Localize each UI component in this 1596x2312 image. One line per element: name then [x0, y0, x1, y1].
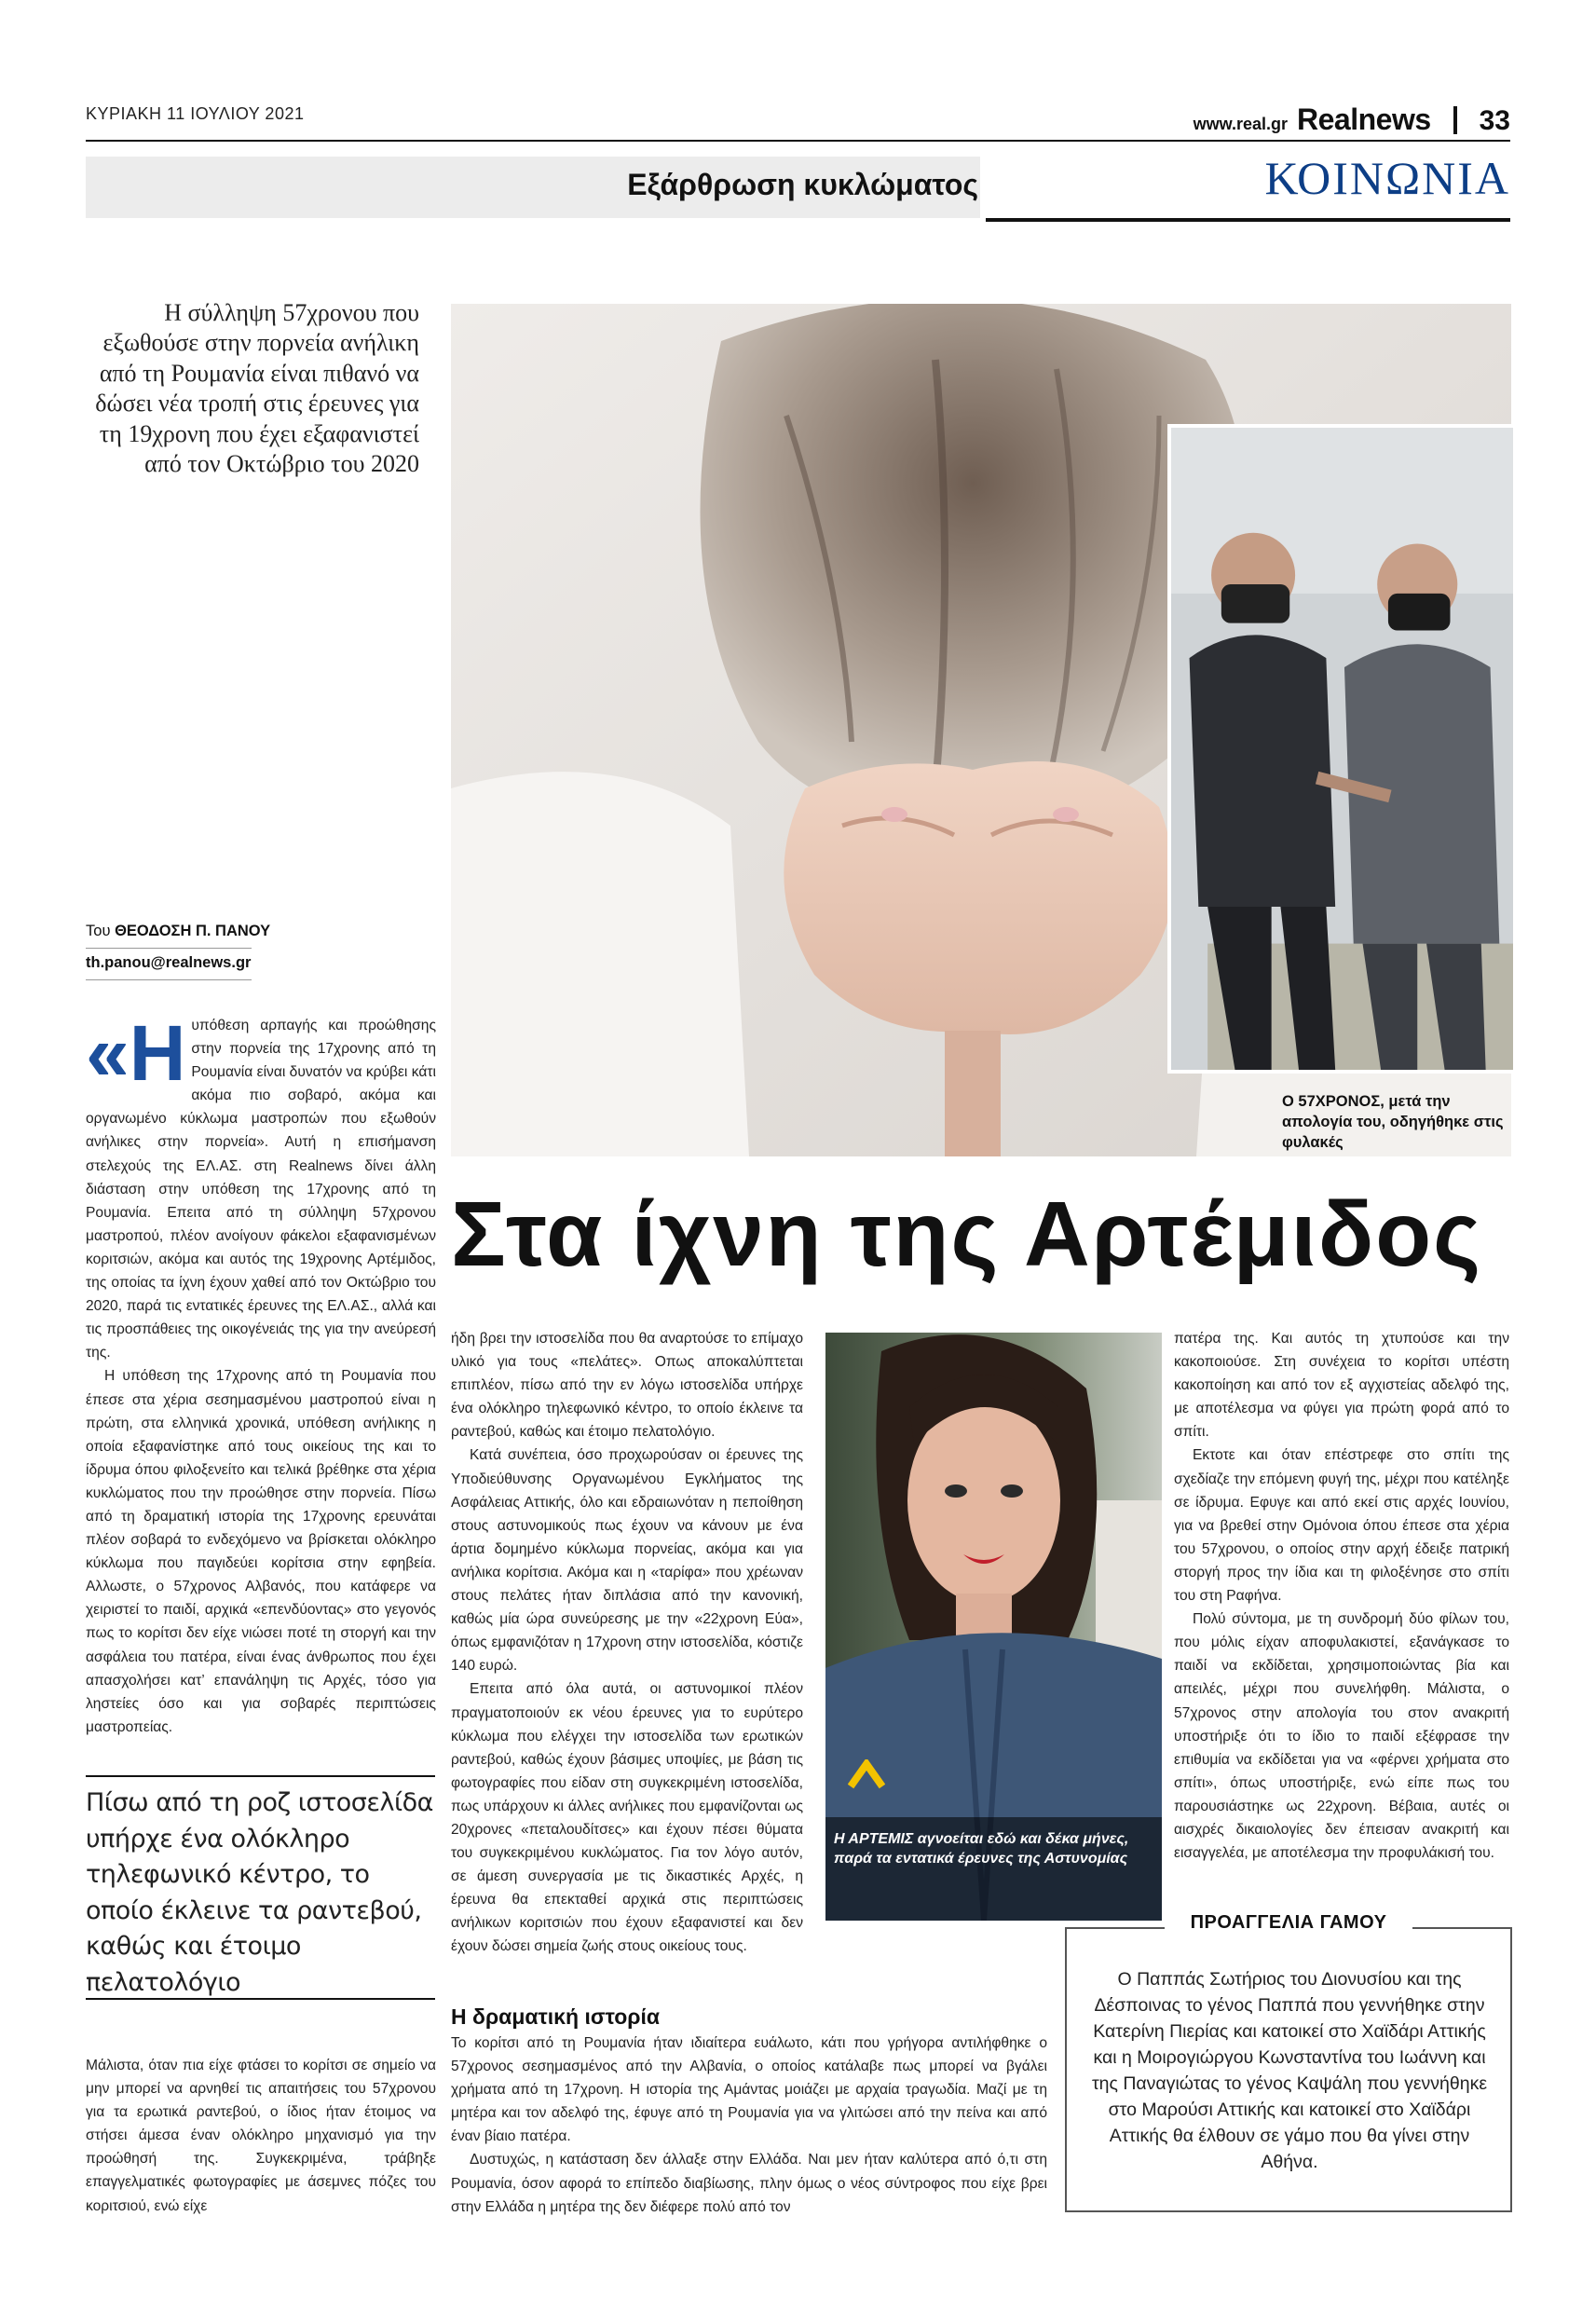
paragraph: Εκτοτε και όταν επέστρεφε στο σπίτι της σχεδίαζε την επόμενη φυγή της, μέχρι που κατέληξε σε ίδρυμα. Εφυγε και από εκεί στις αρχές Ιουνίου, για να βρεθεί στην Ομόνοια όπου έπεσε στα χέρια του 57χρονου, ο οποίος στην αρχή έδειξε πατρική στοργή προς την ίδια και τη φιλοξένησε στο σπίτι του στη Ραφήνα.	[1174, 1447, 1509, 1605]
pull-quote: Πίσω από τη ροζ ιστοσελίδα υπήρχε ένα ολόκληρο τηλεφωνικό κέντρο, το οποίο έκλεινε τα ραντεβού, καθώς και έτοιμο πελατολόγιο	[86, 1788, 433, 1997]
lead-paragraph: Η σύλληψη 57χρονου που εξωθούσε στην πορνεία ανήλικη από τη Ρουμανία είναι πιθανό να δώσει νέα τροπή στις έρευνες για τη 19χρονη που έχει εξαφανιστεί από τον Οκτώβριο του 2020	[95, 299, 419, 478]
pull-quote-rule	[86, 1998, 435, 2000]
arrest-photo	[1167, 424, 1517, 1074]
subheading: Η δραματική ιστορία	[451, 2004, 661, 2029]
headline: Στα ίχνη της Αρτέμιδος	[451, 1183, 1483, 1285]
inset-caption: Ο 57ΧΡΟΝΟΣ, μετά την απολογία του, οδηγήθηκε στις φυλακές	[1282, 1093, 1504, 1151]
author-email[interactable]: th.panou@realnews.gr	[86, 954, 252, 971]
paragraph: Μάλιστα, όταν πια είχε φτάσει το κορίτσι σε σημείο να μην μπορεί να αρνηθεί τις απαιτήσεις του 57χρονου για τα ερωτικά ραντεβού, ο ίδιος ήταν έτοιμος να στήσει άμεσα έναν ολόκληρο μηχανισμό για την προώθησή της. Συγκεκριμένα, τράβηξε επαγγελματικές φωτογραφίες με άσεμνες πόζες του κοριτσιού, ενώ είχε	[86, 2058, 436, 2214]
newspaper-logo: Realnews	[1297, 103, 1431, 136]
paragraph: ήδη βρει την ιστοσελίδα που θα αναρτούσε το επίμαχο υλικό για τους «πελάτες». Οπως αποκαλύπτεται επιπλέον, πίσω από την εν λόγω ιστοσελίδα υπήρχε ένα ολόκληρο τηλεφωνικό κέντρο, το οποίο έκλεινε τα ραντεβού, καθώς και έτοιμο πελατολόγιο.	[451, 1331, 803, 1441]
site-url[interactable]: www.real.gr	[1193, 115, 1288, 133]
page-number: 33	[1479, 105, 1510, 136]
paragraph: Επειτα από όλα αυτά, οι αστυνομικοί πλέον πραγματοποιούν εκ νέου έρευνες για το ευρύτερο κύκλωμα που ελέγχει την ιστοσελίδα των ερωτικών ραντεβού, καθώς έχουν βάσιμες υποψίες, με βάση τις φωτογραφίες που είδαν στη συγκεκριμένη ιστοσελίδα, πως υπάρχουν κι άλλες ανήλικες που εμφανίζονται ως 20χρονες «πεταλουδίτσες» και έχουν πέσει θύματα του συγκεκριμένου κυκλώματος. Για τον λόγο αυτόν, σε άμεση συνεργασία με τις δικαστικές Αρχές, η έρευνα θα επεκταθεί αρχικά στις περιπτώσεις ανήλικων κοριτσιών που έχουν εξαφανιστεί και δεν έχουν δώσει σημεία ζωής στους οικείους τους.	[451, 1681, 803, 1955]
notice-text: Ο Παππάς Σωτήριος του Διονυσίου και της Δέσποινας το γένος Παππά που γεννήθηκε στην Κατερίνη Πιερίας και κατοικεί στο Χαϊδάρι Αττικής και η Μοιρογιώργου Κωνσταντίνα του Ιωάννη και της Παναγιώτας το γένος Καψάλη που γεννήθηκε στο Μαρούσι Αττικής και κατοικεί στο Χαϊδάρι Αττικής θα έλθουν σε γάμο που θα γίνει στην Αθήνα.	[1091, 1969, 1488, 2172]
column-2-bottom	[451, 2032, 1047, 2219]
byline-divider	[86, 948, 252, 949]
paragraph: Το κορίτσι από τη Ρουμανία ήταν ιδιαίτερα ευάλωτο, κάτι που γρήγορα αντιλήφθηκε ο 57χρονος σεσημασμένος από την Αλβανία, ο οποίος κατάλαβε πως μπορεί να βγάλει χρήματα από τη 17χρονη. Η ιστορία της Αμάντας μοιάζει με αρχαία τραγωδία. Μαζί με τη μητέρα και τον αδελφό της, έφυγε από τη Ρουμανία για να γλιτώσει από την πείνα και από έναν βίαιο πατέρα.	[451, 2035, 1047, 2145]
byline-divider	[86, 979, 252, 980]
section-rule	[986, 218, 1510, 222]
column-2	[451, 1327, 803, 1959]
paragraph: πατέρα της. Και αυτός τη χτυπούσε και την κακοποιούσε. Στη συνέχεια το κορίτσι υπέστη κακοποίηση και από τον εξ αγχιστείας αδελφό της, με αποτέλεσμα να φύγει για πρώτη φορά από το σπίτι.	[1174, 1331, 1509, 1441]
paragraph: Κατά συνέπεια, όσο προχωρούσαν οι έρευνες της Υποδιεύθυνσης Οργανωμένου Εγκλήματος της Ασφάλειας Αττικής, όλο και εδραιωνόταν η πεποίθηση στους αστυνομικούς πως έχουν να κάνουν με ένα άρτια δομημένο κύκλωμα πορνείας, ακόμα και για ανήλικα κορίτσια. Ακόμα και η «ταρίφα» που χρέωναν στους πελάτες ήταν διπλάσια από την κανονική, καθώς μία ώρα συνεύρεσης με την «22χρονη Εύα», όπως εμφανιζόταν η 17χρονη στην ιστοσελίδα, κόστιζε 140 ευρώ.	[451, 1447, 803, 1675]
byline-author: ΘΕΟΔΟΣΗ Π. ΠΑΝΟΥ	[115, 923, 271, 939]
masthead	[1194, 103, 1510, 137]
section-title: ΚΟΙΝΩΝΙΑ	[1264, 152, 1510, 204]
paragraph: Δυστυχώς, η κατάσταση δεν άλλαξε στην Ελλάδα. Ναι μεν ήταν καλύτερα από ό,τι στη Ρουμανία, όσον αφορά το επίπεδο διαβίωσης, πλην όμως ο νέος σύντροφος που είχε βρει στην Ελλάδα η μητέρα της δεν διέφερε πολύ από τον	[451, 2152, 1047, 2215]
portrait-caption: Η ΑΡΤΕΜΙΣ αγνοείται εδώ και δέκα μήνες, παρά τα εντατικά έρευνες της Αστυνομίας	[834, 1831, 1129, 1867]
paragraph: Η υπόθεση της 17χρονης από τη Ρουμανία που έπεσε στα χέρια σεσημασμένου μαστροπού είναι η πρώτη, στα ελληνικά χρονικά, υπόθεση ανήλικης η οποία εξαφανίστηκε από τους οικείους της και το ίδρυμα όπου φιλοξενείτο και τελικά βρέθηκε στα χέρια κυκλώματος που την προώθησε στην πορνεία. Πίσω από τη δραματική ιστορία της 17χρονης ερευνάται πλέον σοβαρά το ενδεχόμενο να βρίσκεται ολόκληρο κύκλωμα που παγιδεύει κορίτσια στην εφηβεία. Αλλωστε, ο 57χρονος Αλβανός, που κατάφερε να χειριστεί το παιδί, αρχικά «επενδύοντας» στο γεγονός πως το κορίτσι δεν είχε νιώσει ποτέ τη στοργή και την ασφάλεια του πατέρα, είναι ένας άνθρωπος που έχει απασχολήσει κατ’ επανάληψη τις Αρχές, τόσο για ληστείες όσο και για σοβαρές περιπτώσεις μαστροπείας.	[86, 1368, 436, 1735]
issue-date: ΚΥΡΙΑΚΗ 11 ΙΟΥΛΙΟΥ 2021	[86, 104, 305, 123]
drop-cap: «Η	[86, 1009, 186, 1097]
chevron-up-icon	[848, 1759, 885, 1789]
kicker: Εξάρθρωση κυκλώματος	[627, 168, 978, 201]
paragraph: «Η υπόθεση αρπαγής και προώθησης στην πορνεία της 17χρονης από τη Ρουμανία είναι δυνατόν να κρύβει κάτι ακόμα πιο σοβαρό, ακόμα και οργανωμένο κύκλωμα μαστροπών που εξωθούν ανήλικες στην πορνεία». Αυτή η επισήμανση στελεχούς της ΕΛ.ΑΣ. στη Realnews δίνει άλλη διάσταση στην υπόθεση της 17χρονης από τη Ρουμανία. Επειτα από τη σύλληψη 57χρονου μαστροπού, πλέον ανοίγουν φάκελοι εξαφανισμένων κοριτσιών, ακόμα και αυτός της 19χρονης Αρτέμιδος, της οποίας τα ίχνη έχουν χαθεί από τον Οκτώβριο του 2020, παρά τις εντατικές έρευνες της ΕΛ.ΑΣ., αλλά και τις προσπάθειες της οικογένειάς της για την ανεύρεσή της.	[86, 1009, 436, 1361]
notice-title: ΠΡΟΑΓΓΕΛΙΑ ΓΑΜΟΥ	[1165, 1912, 1412, 1934]
byline	[86, 923, 270, 940]
masthead-divider	[1453, 106, 1457, 134]
header-rule	[86, 140, 1510, 142]
column-3	[1174, 1327, 1509, 1865]
pull-quote-rule	[86, 1775, 435, 1777]
column-1-continued	[86, 2054, 436, 2218]
column-1	[86, 1009, 436, 1739]
paragraph: Πολύ σύντομα, με τη συνδρομή δύο φίλων του, που μόλις είχαν αποφυλακιστεί, εξανάγκασε το παιδί να εκδίδεται, χρησιμοποιώντας βία και απειλές, μέχρι που συνελήφθη. Μάλιστα, ο 57χρονος στην απολογία του στον ανακριτή υποστήριξε ότι το ίδιο το παιδί εξέφρασε την επιθυμία να εκδίδεται για να «φέρνει χρήματα στο σπίτι», όπως υποστήριξε, ενώ είπε πως του παρουσιάστηκε ως 22χρονη. Βέβαια, αυτές οι αισχρές δικαιολογίες δεν έπεισαν ανακριτή και εισαγγελέα, με αποτέλεσμα την προφυλάκισή του.	[1174, 1611, 1509, 1862]
byline-prefix: Του	[86, 923, 111, 939]
